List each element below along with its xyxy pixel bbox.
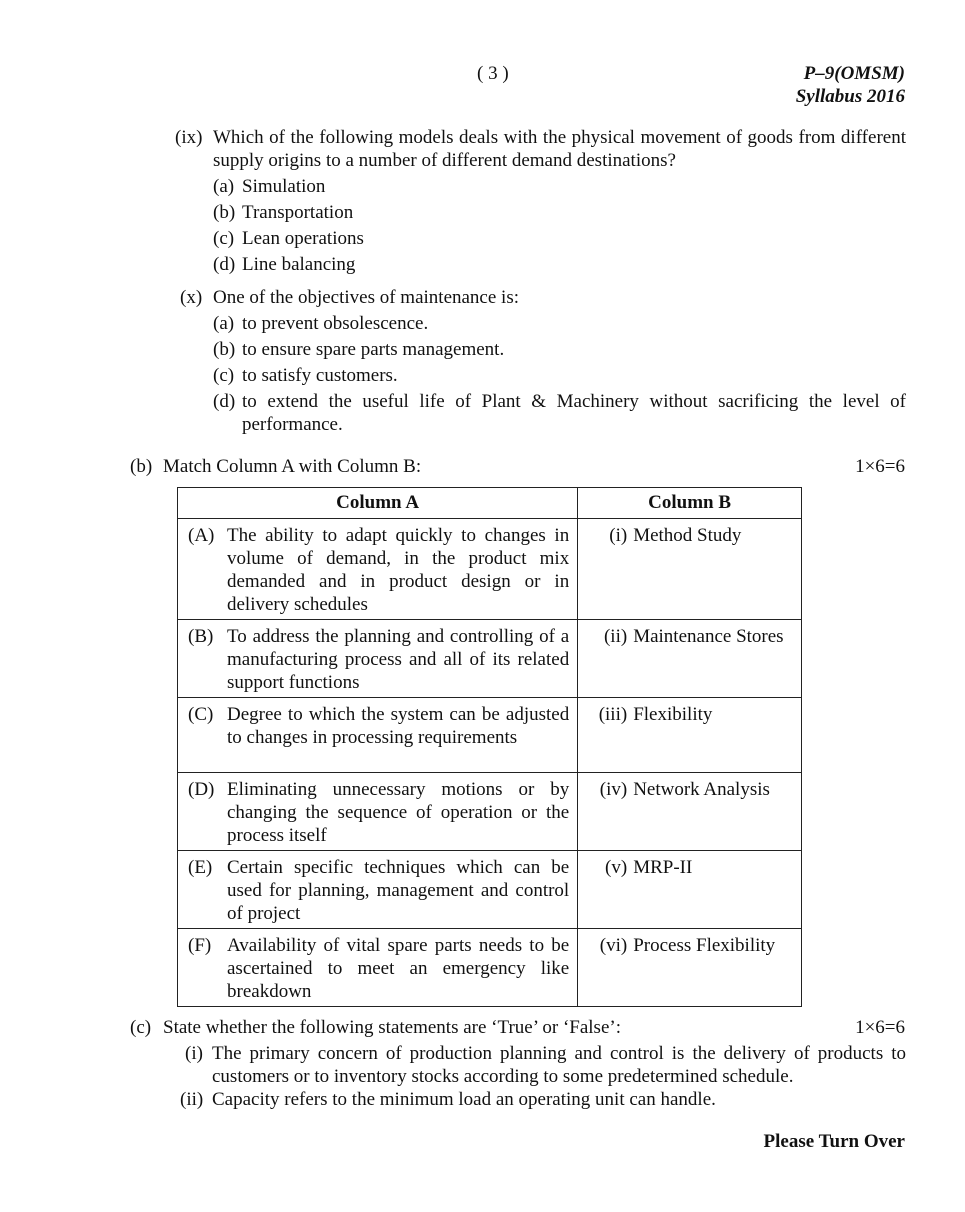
syllabus-year: Syllabus 2016 xyxy=(795,86,905,107)
column-a-text: Certain specific techniques which can be used for planning, management and control of project xyxy=(227,857,570,924)
question-x xyxy=(180,286,906,309)
section-label: (c) xyxy=(130,1017,152,1038)
section-title: Match Column A with Column B: xyxy=(163,456,422,477)
section-c-heading xyxy=(130,1016,621,1039)
row-label: (iv) xyxy=(599,779,628,800)
option-label: (c) xyxy=(213,365,235,386)
statement-text: The primary concern of production planning and control is the delivery of products to customers or to inventory stocks according to some predetermined schedule. xyxy=(212,1043,906,1087)
option xyxy=(213,201,353,224)
row-label: (i) xyxy=(609,525,628,546)
option-text: Lean operations xyxy=(242,228,364,249)
option-label: (d) xyxy=(213,391,236,412)
column-a-text: Eliminating unnecessary motions or by changing the sequence of operation or the process itself xyxy=(227,779,570,846)
row-label: (C) xyxy=(188,704,214,725)
table-row xyxy=(178,851,802,929)
option xyxy=(213,175,325,198)
table-row xyxy=(178,519,802,620)
paper-code: P–9(OMSM) xyxy=(803,63,905,84)
section-b-marks: 1×6=6 xyxy=(855,456,905,477)
section-c-marks: 1×6=6 xyxy=(855,1017,905,1038)
statement-label: (i) xyxy=(185,1043,203,1064)
option-label: (d) xyxy=(213,254,236,275)
question-text: One of the objectives of maintenance is: xyxy=(213,287,520,308)
row-label: (B) xyxy=(188,626,214,647)
match-table xyxy=(177,487,802,1007)
option xyxy=(213,253,355,276)
column-b-text: Method Study xyxy=(633,525,742,546)
option xyxy=(213,338,504,361)
option xyxy=(213,312,428,335)
column-a-text: To address the planning and controlling of a manufacturing process and all of its related support functions xyxy=(227,626,570,693)
column-b-text: Process Flexibility xyxy=(633,935,776,956)
option-text: Simulation xyxy=(242,176,326,197)
statement-text: Capacity refers to the minimum load an operating unit can handle. xyxy=(212,1089,716,1110)
table-row xyxy=(178,698,802,773)
page-number: ( 3 ) xyxy=(477,63,509,84)
table-row xyxy=(178,929,802,1007)
column-b-text: Flexibility xyxy=(633,704,713,725)
option-label: (b) xyxy=(213,202,236,223)
option-text: to ensure spare parts management. xyxy=(242,339,505,360)
section-b-heading xyxy=(130,455,421,478)
row-label: (F) xyxy=(188,935,212,956)
statement-label: (ii) xyxy=(180,1089,204,1110)
column-a-text: The ability to adapt quickly to changes in volume of demand, in the product mix demanded and in product design or in delivery schedules xyxy=(227,525,570,615)
question-ix xyxy=(175,126,906,172)
table-header-row xyxy=(178,488,802,519)
column-b-text: Network Analysis xyxy=(633,779,770,800)
option-text: to prevent obsolescence. xyxy=(242,313,429,334)
row-label: (D) xyxy=(188,779,215,800)
row-label: (vi) xyxy=(599,935,628,956)
option-text: Transportation xyxy=(242,202,354,223)
option-text: to satisfy customers. xyxy=(242,365,398,386)
question-text: Which of the following models deals with the physical movement of goods from different supply origins to a number of different demand destinations? xyxy=(213,127,906,171)
statement-ii xyxy=(180,1088,906,1111)
section-label: (b) xyxy=(130,456,153,477)
column-b-text: MRP-II xyxy=(633,857,693,878)
column-a-text: Availability of vital spare parts needs to be ascertained to meet an emergency like breakdown xyxy=(227,935,570,1002)
column-a-header: Column A xyxy=(178,488,578,519)
option xyxy=(213,227,364,250)
option-text: to extend the useful life of Plant & Machinery without sacrificing the level of performance. xyxy=(242,391,906,435)
column-b-header: Column B xyxy=(578,488,802,519)
row-label: (iii) xyxy=(598,704,628,725)
question-label: (ix) xyxy=(175,127,203,148)
option xyxy=(213,390,906,436)
column-b-text: Maintenance Stores xyxy=(633,626,784,647)
option-label: (b) xyxy=(213,339,236,360)
question-label: (x) xyxy=(180,287,203,308)
option-label: (a) xyxy=(213,313,235,334)
statement-i xyxy=(185,1042,906,1088)
row-label: (ii) xyxy=(603,626,628,647)
section-title: State whether the following statements are ‘True’ or ‘False’: xyxy=(163,1017,621,1038)
row-label: (v) xyxy=(605,857,628,878)
option-text: Line balancing xyxy=(242,254,356,275)
table-row xyxy=(178,773,802,851)
row-label: (A) xyxy=(188,525,215,546)
table-row xyxy=(178,620,802,698)
please-turn-over: Please Turn Over xyxy=(763,1131,905,1152)
option xyxy=(213,364,398,387)
paper-code-block xyxy=(796,62,905,108)
column-a-text: Degree to which the system can be adjusted to changes in processing requirements xyxy=(227,704,570,748)
row-label: (E) xyxy=(188,857,213,878)
option-label: (a) xyxy=(213,176,235,197)
option-label: (c) xyxy=(213,228,235,249)
